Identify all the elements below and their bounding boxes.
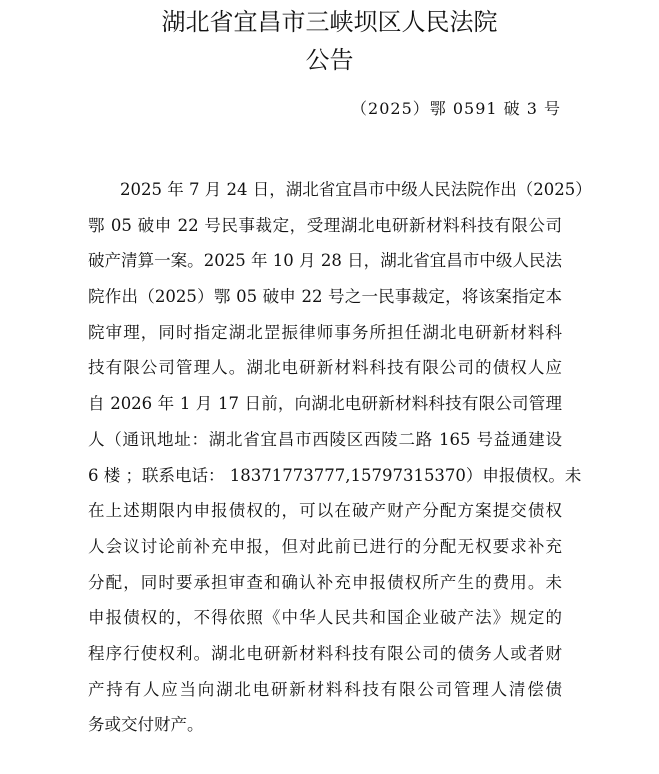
body-line: 程序行使权利。湖北电研新材料科技有限公司的债务人或者财 (88, 643, 562, 663)
body-line: 分配，同时要承担审查和确认补充申报债权所产生的费用。未 (88, 572, 562, 592)
body-line: 人（通讯地址：湖北省宜昌市西陵区西陵二路 165 号益通建设 (88, 429, 562, 449)
case-number: （2025）鄂 0591 破 3 号 (351, 99, 561, 118)
body-line: 人会议讨论前补充申报，但对此前已进行的分配无权要求补充 (88, 536, 562, 556)
announcement-body (88, 172, 592, 743)
body-line: 破产清算一案。2025 年 10 月 28 日，湖北省宜昌市中级人民法 (88, 251, 562, 271)
document-type-heading: 公告 (305, 46, 354, 74)
body-line: 6 楼 ；联系电话： 18371773777,15797315370）申报债权。未 (88, 465, 582, 485)
body-line: 2025 年 7 月 24 日，湖北省宜昌市中级人民法院作出（2025） (120, 180, 592, 199)
body-line: 务或交付财产。 (88, 715, 204, 735)
court-name-heading: 湖北省宜昌市三峡坝区人民法院 (161, 8, 498, 36)
body-line: 自 2026 年 1 月 17 日前，向湖北电研新材料科技有限公司管理 (88, 394, 562, 414)
body-line: 产持有人应当向湖北电研新材料科技有限公司管理人清偿债 (88, 679, 562, 699)
body-line: 院审理，同时指定湖北罡振律师事务所担任湖北电研新材料科 (88, 322, 562, 342)
body-line: 鄂 05 破申 22 号民事裁定，受理湖北电研新材料科技有限公司 (88, 215, 562, 235)
body-line: 申报债权的，不得依照《中华人民共和国企业破产法》规定的 (88, 608, 562, 628)
body-line: 在上述期限内申报债权的，可以在破产财产分配方案提交债权 (88, 501, 562, 521)
body-line: 技有限公司管理人。湖北电研新材料科技有限公司的债权人应 (88, 358, 562, 378)
body-line: 院作出（2025）鄂 05 破申 22 号之一民事裁定，将该案指定本 (88, 287, 562, 307)
